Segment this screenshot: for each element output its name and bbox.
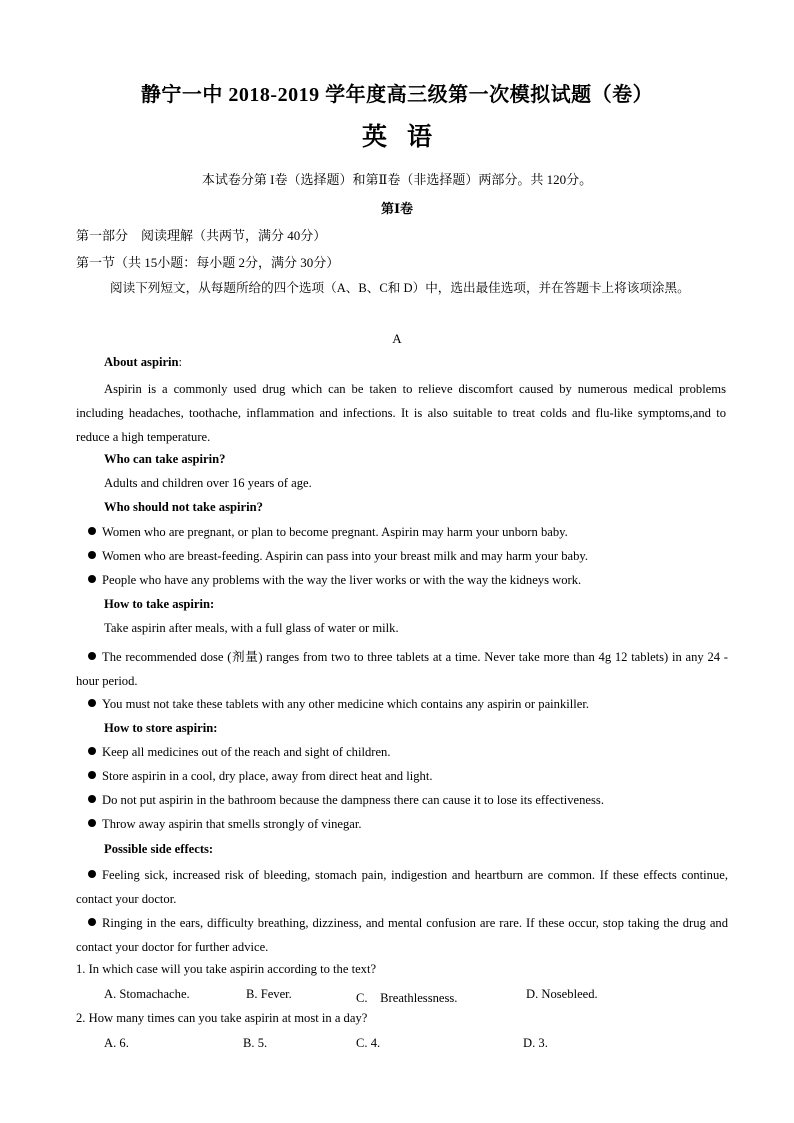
passage-label: A: [392, 331, 402, 346]
bullet-icon: [88, 819, 96, 827]
bullet-icon: [88, 747, 96, 755]
option-a[interactable]: A. Stomachache.: [104, 987, 190, 1001]
who-can-heading: Who can take aspirin?: [104, 452, 226, 466]
exam-title: 静宁一中 2018-2019 学年度高三级第一次模拟试题（卷）: [140, 84, 654, 106]
list-item: Keep all medicines out of the reach and sight of children.: [88, 745, 391, 760]
how-store-heading: How to store aspirin:: [104, 721, 218, 735]
question-stem: 1. In which case will you take aspirin according to the text?: [76, 962, 377, 976]
bullet-icon: [88, 771, 96, 779]
option-b[interactable]: B. Fever.: [246, 987, 292, 1001]
list-item: Throw away aspirin that smells strongly of vinegar.: [88, 817, 362, 832]
about-colon: :: [178, 355, 183, 369]
how-take-text: Take aspirin after meals, with a full glass of water or milk.: [104, 621, 399, 635]
option-d[interactable]: D. 3.: [523, 1036, 548, 1050]
section-heading: 第一节（共 15小题：每小题 2分，满分 30分）: [76, 255, 340, 270]
question-stem: 2. How many times can you take aspirin at most in a day?: [76, 1011, 368, 1025]
bullet-icon: [88, 699, 96, 707]
bullet-icon: [88, 551, 96, 559]
subject-title: 英语: [361, 124, 452, 151]
who-not-heading: Who should not take aspirin?: [104, 500, 263, 514]
list-item: Feeling sick, increased risk of bleeding, stomach pain, indigestion and heartburn are common. If these effects continue, contact your doctor.: [76, 868, 728, 906]
list-item: People who have any problems with the way the liver works or with the way the kidneys work.: [88, 573, 581, 588]
list-item: Do not put aspirin in the bathroom because the dampness there can cause it to lose its effectiveness.: [88, 793, 604, 808]
who-can-text: Adults and children over 16 years of age.: [104, 476, 312, 490]
how-take-heading: How to take aspirin:: [104, 597, 215, 611]
bullet-icon: [88, 918, 96, 926]
list-item: Ringing in the ears, difficulty breathing, dizziness, and mental confusion are rare. If these occur, stop taking the drug and contact your doctor for further advice.: [76, 916, 728, 954]
list-item: Women who are pregnant, or plan to become pregnant. Aspirin may harm your unborn baby.: [88, 525, 568, 540]
about-heading: About aspirin: [104, 355, 179, 369]
list-item: The recommended dose (剂量) ranges from two to three tablets at a time. Never take more than 4g 12 tablets) in any 24 -hour period.: [76, 650, 728, 688]
option-c[interactable]: C. 4.: [356, 1036, 381, 1050]
volume-heading: 第Ⅰ卷: [380, 201, 414, 216]
about-heading-line: [104, 355, 182, 370]
exam-intro: 本试卷分第 I卷（选择题）和第Ⅱ卷（非选择题）两部分。共 120分。: [201, 172, 593, 187]
list-item: Store aspirin in a cool, dry place, away from direct heat and light.: [88, 769, 432, 784]
bullet-icon: [88, 795, 96, 803]
option-a[interactable]: A. 6.: [104, 1036, 129, 1050]
about-text: Aspirin is a commonly used drug which can be taken to relieve discomfort caused by numerous medical problems including headaches, toothache, inflammation and infections. It is also suitable to treat colds and flu-like symptoms,and to reduce a high temperature.: [76, 382, 726, 444]
instruction-text: 阅读下列短文，从每题所给的四个选项（A、B、C和 D）中，选出最佳选项，并在答题卡上将该项涂黑。: [110, 281, 690, 295]
bullet-icon: [88, 527, 96, 535]
bullet-icon: [88, 870, 96, 878]
option-c[interactable]: C. Breathlessness.: [356, 991, 458, 1005]
part-heading: 第一部分 阅读理解（共两节，满分 40分）: [76, 228, 327, 243]
bullet-icon: [88, 575, 96, 583]
option-d[interactable]: D. Nosebleed.: [526, 987, 598, 1001]
option-b[interactable]: B. 5.: [243, 1036, 268, 1050]
list-item: Women who are breast-feeding. Aspirin can pass into your breast milk and may harm your baby.: [88, 549, 588, 564]
bullet-icon: [88, 652, 96, 660]
list-item: You must not take these tablets with any other medicine which contains any aspirin or painkiller.: [88, 697, 589, 712]
side-effects-heading: Possible side effects:: [104, 842, 214, 856]
